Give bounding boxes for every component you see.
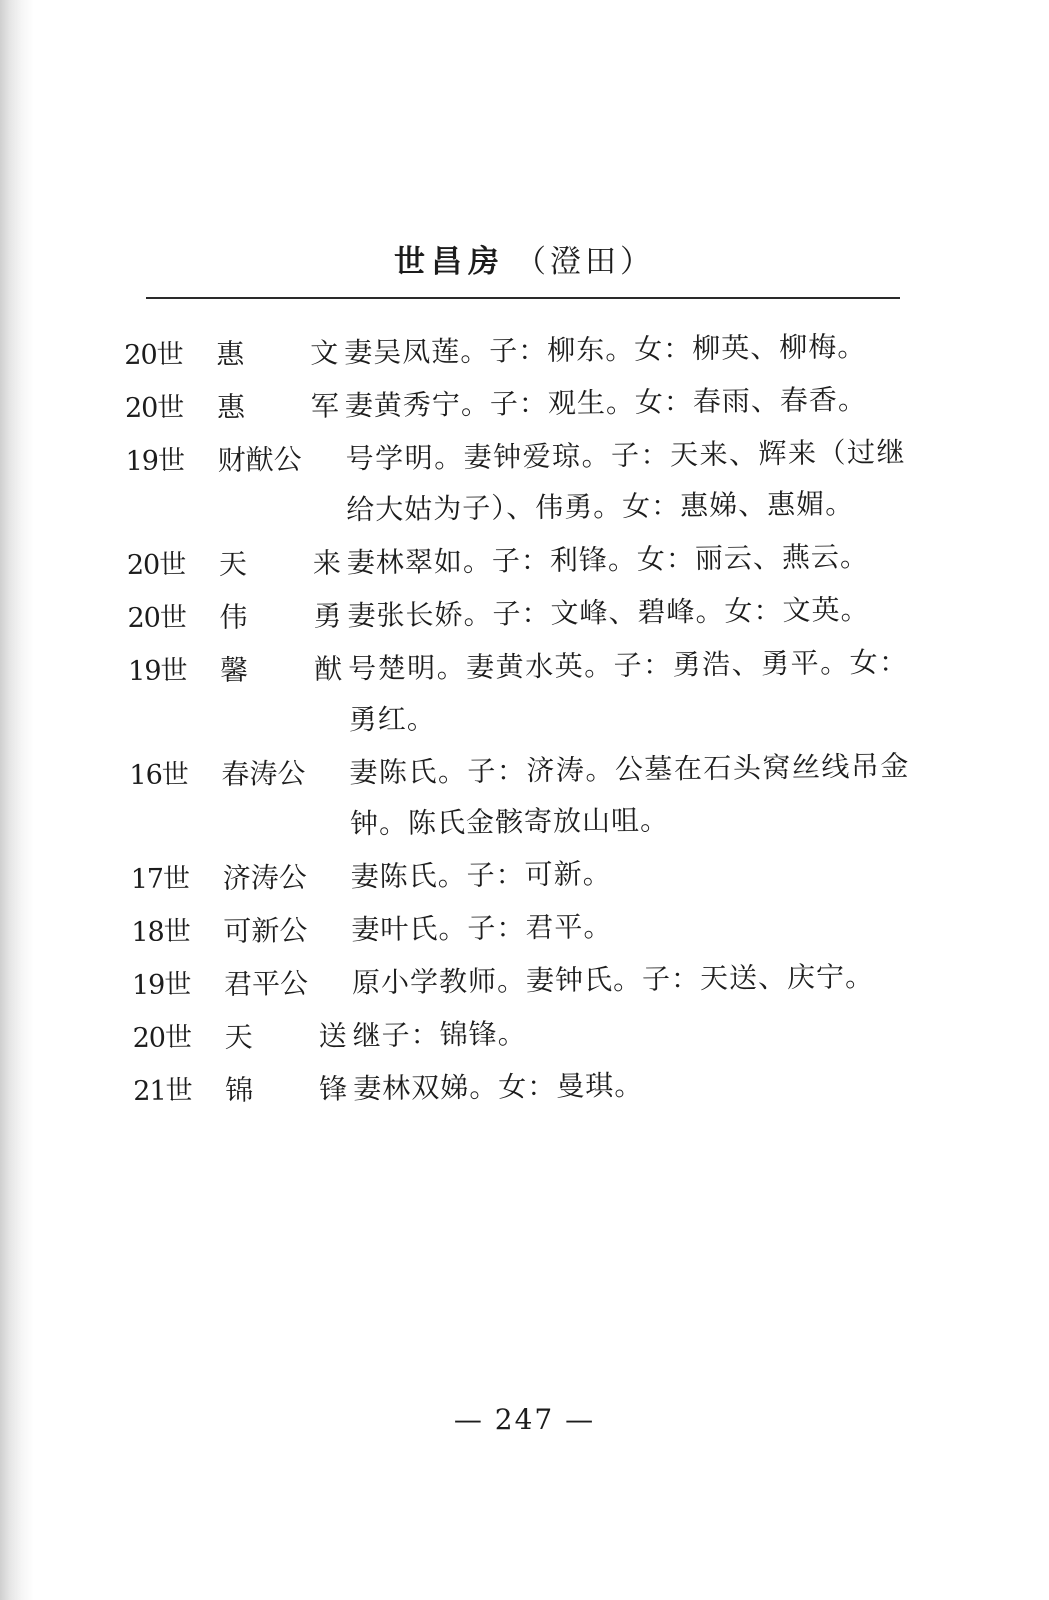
genealogy-entry [125,373,906,434]
name-char: 惠 [216,390,246,424]
entry-description: 妻黄秀宁。子：观生。女：春雨、春香。 [344,382,868,423]
name-char: 军 [310,389,340,423]
name-char: 天 [218,547,248,581]
entry-description: 妻陈氏。子：可新。 [350,857,612,894]
entry-description: 妻林双娣。女：曼琪。 [353,1068,644,1106]
header-title: 世昌房 [394,244,505,280]
generation-label: 19世 [125,445,185,477]
name-char: 财猷公 [217,442,302,477]
genealogy-entry [124,320,905,381]
page-header [0,236,1049,281]
genealogy-entries [124,320,914,1118]
entry-description: 妻叶氏。子：君平。 [351,910,613,947]
name-char: 君平公 [223,966,309,1001]
name-char: 锦 [225,1073,254,1107]
name-char: 来 [312,546,342,580]
genealogy-entry [132,1003,913,1064]
genealogy-entry [133,1056,914,1117]
page-number: — 247 — [453,1403,596,1436]
person-name [219,590,348,643]
genealogy-entry [129,740,910,852]
genealogy-entry [127,583,908,644]
name-char: 可新公 [223,913,308,948]
entry-description: 妻林翠如。子：利锋。女：丽云、燕云。 [346,539,870,580]
name-char: 猷 [313,652,343,686]
name-char: 伟 [219,600,248,634]
generation-label: 18世 [131,916,190,948]
name-char: 馨 [219,653,249,687]
person-name [225,1063,354,1116]
entry-description: 妻吴凤莲。子：柳东。女：柳英、柳梅。 [344,329,867,370]
person-name [216,327,345,380]
person-name [220,643,349,696]
genealogy-entry [127,530,908,591]
name-char: 锋 [319,1072,348,1106]
generation-label: 20世 [127,602,187,634]
generation-label: 19世 [127,655,187,687]
person-name [217,380,346,433]
person-name [219,537,348,590]
genealogy-entry [128,636,909,748]
person-name [221,747,350,800]
generation-label: 21世 [133,1075,192,1107]
generation-label: 17世 [130,863,190,895]
header-subtitle: （澄田） [515,244,655,280]
generation-label: 16世 [129,759,188,791]
entry-description: 原小学教师。妻钟氏。子：天送、庆宁。 [351,959,875,1000]
name-char: 济涛公 [222,860,307,895]
person-name [217,433,346,486]
generation-label: 20世 [124,392,184,424]
name-char: 春涛公 [221,756,306,791]
person-name [224,1010,353,1063]
entry-description: 妻陈氏。子：济涛。公墓在石头窝丝线吊金钟。陈氏金骸寄放山咀。 [349,749,910,841]
person-name [223,904,352,957]
name-char: 文 [310,336,339,370]
generation-label: 19世 [131,969,191,1001]
entry-description: 继子：锦锋。 [352,1017,527,1053]
genealogy-entry [131,897,912,958]
generation-label: 20世 [124,339,183,371]
generation-label: 20世 [126,549,186,581]
genealogy-entry [125,426,906,538]
entry-description: 号学明。妻钟爱琼。子：天来、辉来（过继给大姑为子）、伟勇。女：惠娣、惠媚。 [345,435,906,527]
entry-description: 号楚明。妻黄水英。子：勇浩、勇平。女：勇红。 [347,645,909,737]
header-rule [146,297,900,299]
name-char: 惠 [216,337,245,371]
genealogy-entry [130,844,911,905]
genealogy-entry [132,950,913,1011]
person-name [222,851,351,904]
name-char: 天 [224,1020,253,1054]
person-name [224,957,353,1010]
name-char: 送 [318,1019,347,1053]
generation-label: 20世 [132,1022,192,1054]
name-char: 勇 [313,599,342,633]
entry-description: 妻张长娇。子：文峰、碧峰。女：文英。 [347,592,870,633]
